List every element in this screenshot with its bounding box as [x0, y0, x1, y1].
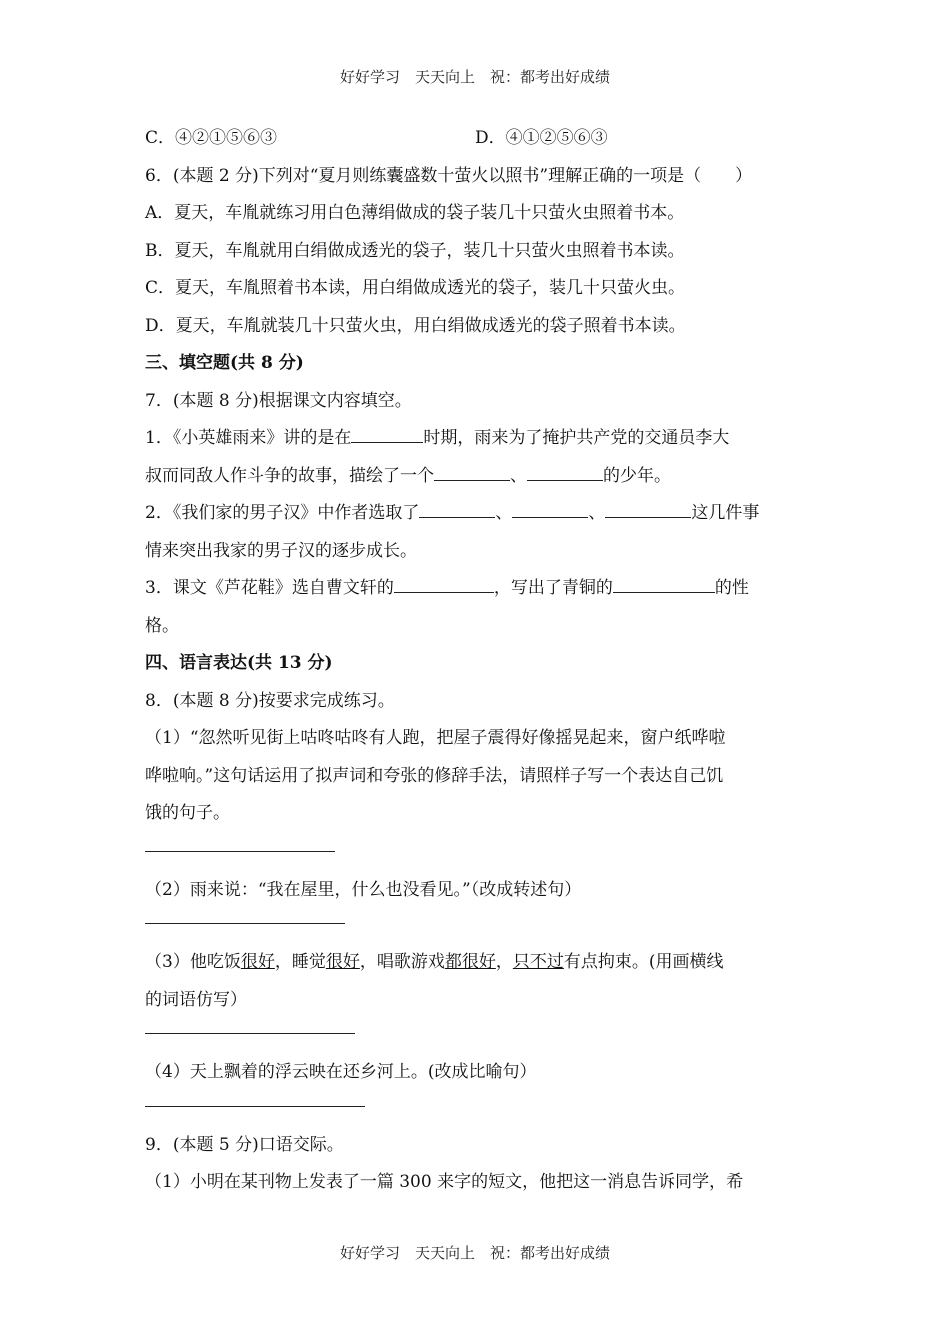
- q6-option-d: D．夏天，车胤就装几十只萤火虫，用白绢做成透光的袋子照着书本读。: [145, 315, 686, 336]
- q6-option-b: B．夏天，车胤就用白绢做成透光的袋子，装几十只萤火虫照着书本读。: [145, 240, 685, 261]
- q7-stem: 7．(本题 8 分)根据课文内容填空。: [145, 390, 412, 411]
- q8-part3-text-a: （3）他吃饭: [145, 952, 241, 972]
- q8-part3-text-e: 有点拘束。(用画横线: [563, 952, 724, 972]
- q7-blank-3[interactable]: [527, 479, 603, 481]
- q7-item2-sep-2: 、: [588, 503, 606, 523]
- q7-item1-line2: [145, 458, 805, 496]
- q7-blank-7[interactable]: [394, 591, 494, 593]
- q8-part3-line1: [145, 944, 805, 982]
- q7-item1-text-a: 1．《小英雄雨来》讲的是在: [145, 428, 352, 448]
- q8-part3-text-b: ，睡觉: [274, 952, 326, 972]
- q7-item1-sep: 、: [510, 465, 527, 486]
- q7-item2-line1: [145, 495, 805, 533]
- q7-blank-4[interactable]: [419, 516, 495, 518]
- q9-stem: 9．(本题 5 分)口语交际。: [145, 1134, 344, 1155]
- q7-blank-5[interactable]: [512, 516, 588, 518]
- q8-part3-underlined-3: 都很好: [444, 952, 496, 972]
- q8-part2: （2）雨来说：“我在屋里，什么也没看见。”（改成转述句）: [145, 879, 582, 900]
- q8-part3-underlined-2: 很好: [325, 952, 360, 972]
- q9-part1-line1: （1）小明在某刊物上发表了一篇 300 来字的短文，他把这一消息告诉同学，希: [145, 1172, 744, 1192]
- q8-part3-text-d: ，: [495, 952, 513, 972]
- q7-item1-text-b: 时期，雨来为了掩护共产党的交通员李大: [423, 428, 730, 448]
- q7-blank-8[interactable]: [613, 591, 715, 593]
- q7-blank-6[interactable]: [605, 516, 691, 518]
- page-header: 好好学习 天天向上 祝：都考出好成绩: [339, 68, 610, 86]
- q7-item1-line1: [145, 420, 805, 458]
- q7-item1-text-c: 叔而同敌人作斗争的故事，描绘了一个: [145, 465, 434, 486]
- q5-options-row: [145, 120, 805, 158]
- q7-item3-line2: 格。: [145, 615, 179, 636]
- q8-part1-line1: （1）“忽然听见街上咕咚咕咚有人跑，把屋子震得好像摇晃起来，窗户纸哗啦: [145, 728, 726, 748]
- q8-part1-line2: 哗啦响。”这句话运用了拟声词和夸张的修辞手法，请照样子写一个表达自己饥: [145, 765, 724, 786]
- q7-item2-text-a: 2．《我们家的男子汉》中作者选取了: [145, 503, 420, 523]
- q8-stem: 8．(本题 8 分)按要求完成练习。: [145, 690, 395, 711]
- q8-answer-line-4[interactable]: [145, 1106, 365, 1107]
- q8-part1-line3: 饿的句子。: [145, 803, 230, 823]
- page-footer: 好好学习 天天向上 祝：都考出好成绩: [339, 1244, 610, 1262]
- q6-option-a: A．夏天，车胤就练习用白色薄绢做成的袋子装几十只萤火虫照着书本。: [145, 203, 685, 223]
- q8-answer-line-2[interactable]: [145, 923, 345, 924]
- q8-part3-underlined-1: 很好: [240, 952, 275, 972]
- q7-item3-text-a: 3．课文《芦花鞋》选自曹文轩的: [145, 578, 394, 598]
- q7-item3-line1: [145, 570, 805, 608]
- section-4-title: 四、语言表达(共 13 分): [145, 653, 333, 673]
- q5-option-c: C．④②①⑤⑥③: [145, 128, 278, 148]
- q7-item2-sep-1: 、: [495, 503, 513, 523]
- q8-part3-text-c: ，唱歌游戏: [359, 952, 445, 972]
- q8-answer-line-1[interactable]: [145, 851, 335, 852]
- q6-option-c: C．夏天，车胤照着书本读，用白绢做成透光的袋子，装几十只萤火虫。: [145, 278, 686, 298]
- section-3-title: 三、填空题(共 8 分): [145, 353, 304, 373]
- q7-item3-text-c: 的性: [714, 578, 749, 598]
- q7-item3-text-b: ，写出了青铜的: [493, 578, 613, 598]
- q8-part3-underlined-4: 只不过: [512, 952, 564, 972]
- q7-item2-line2: 情来突出我家的男子汉的逐步成长。: [145, 540, 417, 561]
- q7-item2-text-b: 这几件事: [691, 503, 760, 523]
- q5-option-d: D．④①②⑤⑥③: [475, 128, 608, 148]
- q8-part3-line2: 的词语仿写）: [145, 989, 247, 1010]
- q8-answer-line-3[interactable]: [145, 1033, 355, 1034]
- q7-item1-text-d: 的少年。: [603, 465, 671, 486]
- document-body: [145, 120, 805, 1202]
- q8-part4: （4）天上飘着的浮云映在还乡河上。(改成比喻句）: [145, 1062, 537, 1082]
- q7-blank-2[interactable]: [434, 479, 510, 481]
- q7-blank-1[interactable]: [351, 441, 423, 443]
- q6-stem: 6．(本题 2 分)下列对“夏月则练囊盛数十萤火以照书”理解正确的一项是（ ）: [145, 165, 753, 186]
